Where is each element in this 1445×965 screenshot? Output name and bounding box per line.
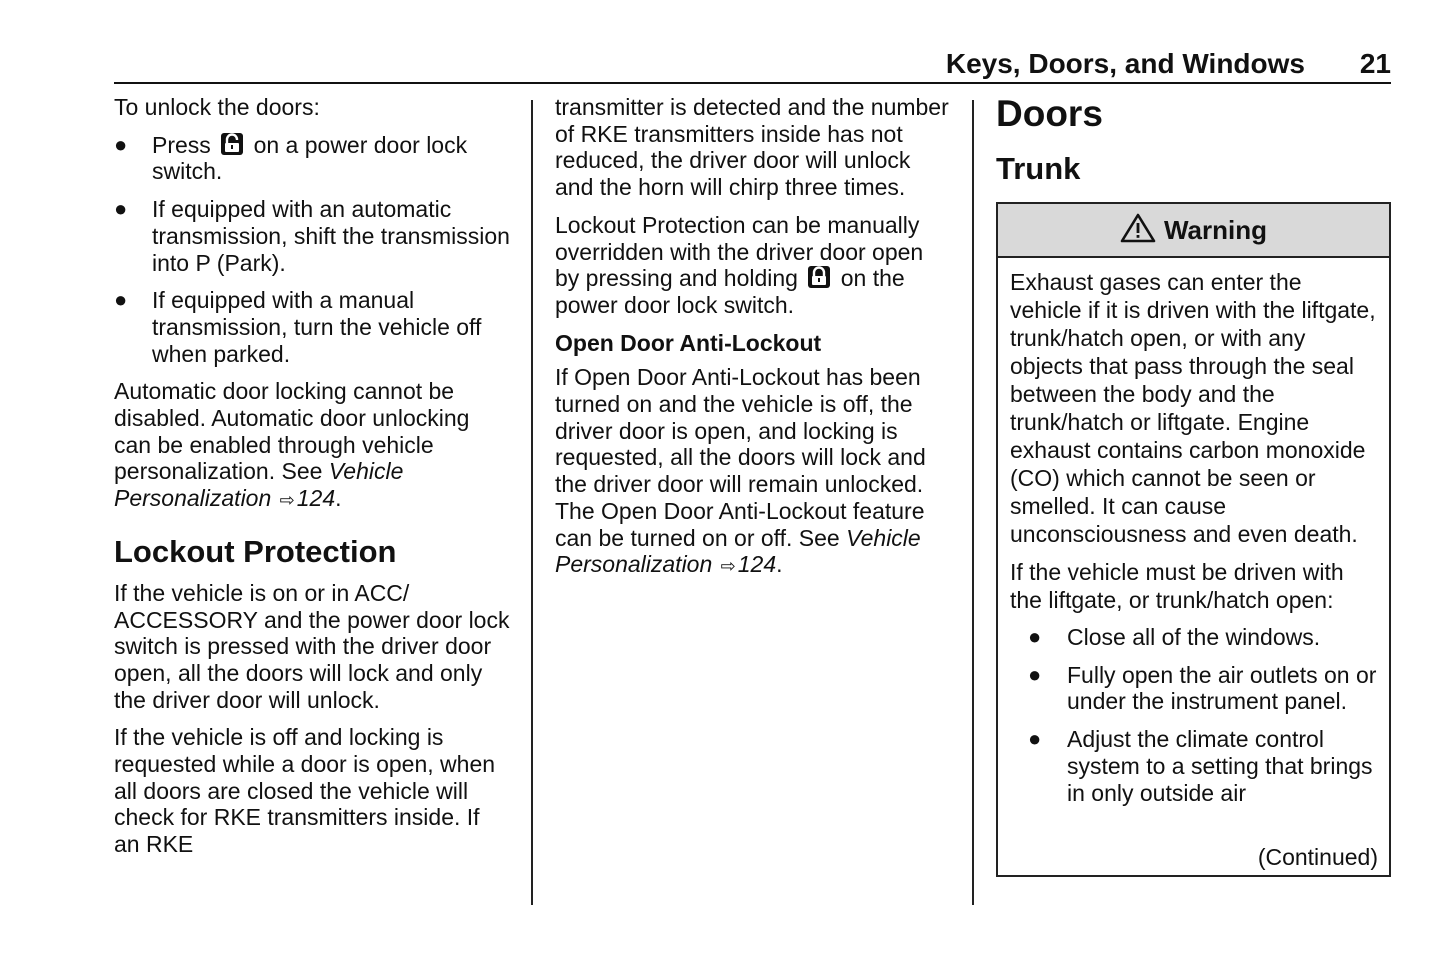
page-number: 21 <box>1359 48 1391 79</box>
list-item: ● Press on a power door lock switch. <box>114 131 468 185</box>
anti-lockout-paragraph: If Open Door Anti-Lockout has been turned on and the vehicle is off, the driver door is open, and locking is requested, all the doors will lock and the driver door will remain unlocked. The Open Door Anti-Lockout feature can be turned on or off. See Vehicle Personalization ⇨124. <box>555 364 926 578</box>
warning-header <box>998 204 1389 258</box>
rke-continuation: transmitter is detected and the number of RKE transmitters inside has not reduced, the driver door will unlock and the horn will chirp three times. <box>555 94 949 201</box>
list-item: ● If equipped with an automatic transmission, shift the transmission into P (Park). <box>114 196 510 276</box>
warning-title: Warning <box>1163 215 1268 245</box>
doors-heading: Doors <box>996 93 1103 134</box>
column-2 <box>555 94 953 591</box>
warning-box <box>996 202 1391 877</box>
continued-note: (Continued) <box>1257 844 1378 870</box>
bullet-icon: ● <box>1028 726 1042 752</box>
page-reference[interactable]: 124 <box>737 551 777 578</box>
column-3 <box>996 94 1391 877</box>
column-divider <box>972 100 974 905</box>
page-header <box>114 44 1391 84</box>
warning-triangle-icon <box>1120 213 1156 243</box>
bullet-icon: ● <box>114 196 128 222</box>
reference-arrow-icon: ⇨ <box>279 490 295 511</box>
reference-arrow-icon: ⇨ <box>720 556 736 577</box>
anti-lockout-heading: Open Door Anti-Lockout <box>555 329 822 356</box>
manual-override-paragraph: Lockout Protection can be manually overridden with the driver door open by pressing and holding on the power door lock switch. <box>555 211 924 318</box>
warning-paragraph-2: If the vehicle must be driven with the liftgate, or trunk/hatch open: <box>1010 559 1344 613</box>
lockout-paragraph-2: If the vehicle is off and locking is requested while a door is open, when all doors are closed the vehicle will check for RKE transmitters inside. If an RKE <box>114 724 496 858</box>
cross-reference-link[interactable]: Vehicle Personalization <box>555 524 921 578</box>
lockout-paragraph-1: If the vehicle is on or in ACC/ ACCESSORY and the power door lock switch is pressed with the driver door open, all the doors will lock and only the driver door will unlock. <box>114 579 510 713</box>
unlock-steps-list <box>114 132 510 368</box>
bullet-icon: ● <box>114 131 128 157</box>
trunk-heading: Trunk <box>996 151 1081 186</box>
list-item: ● Close all of the windows. <box>1028 624 1321 650</box>
warning-steps-list <box>1010 624 1377 806</box>
unlock-icon <box>220 132 244 156</box>
auto-lock-paragraph: Automatic door locking cannot be disabled. Automatic door unlocking can be enabled through vehicle personalization. See Vehicle Personalization ⇨124. <box>114 378 470 512</box>
lock-icon <box>807 265 831 289</box>
list-item: ● If equipped with a manual transmission, turn the vehicle off when parked. <box>114 287 482 367</box>
list-item: ● Fully open the air outlets on or under the instrument panel. <box>1028 661 1377 715</box>
unlock-intro: To unlock the doors: <box>114 94 320 120</box>
bullet-icon: ● <box>1028 624 1042 649</box>
list-item: ● Adjust the climate control system to a setting that brings in only outside air <box>1028 726 1373 806</box>
cross-reference-link[interactable]: Vehicle Personalization <box>114 458 404 512</box>
column-divider <box>531 100 533 905</box>
section-title: Keys, Doors, and Windows <box>945 48 1305 79</box>
column-1 <box>114 94 510 869</box>
bullet-icon: ● <box>1028 661 1042 687</box>
page-reference[interactable]: 124 <box>296 485 336 512</box>
warning-paragraph-1: Exhaust gases can enter the vehicle if it is driven with the liftgate, trunk/hatch open, or with any objects that pass through the seal between the body and the trunk/hatch or liftgate. Engine exhaust contains carbon monoxide (CO) which cannot be seen or smelled. It can cause unconsciousness and even death. <box>1010 269 1376 547</box>
warning-body <box>998 258 1389 806</box>
bullet-icon: ● <box>114 287 128 313</box>
lockout-protection-heading: Lockout Protection <box>114 533 397 569</box>
